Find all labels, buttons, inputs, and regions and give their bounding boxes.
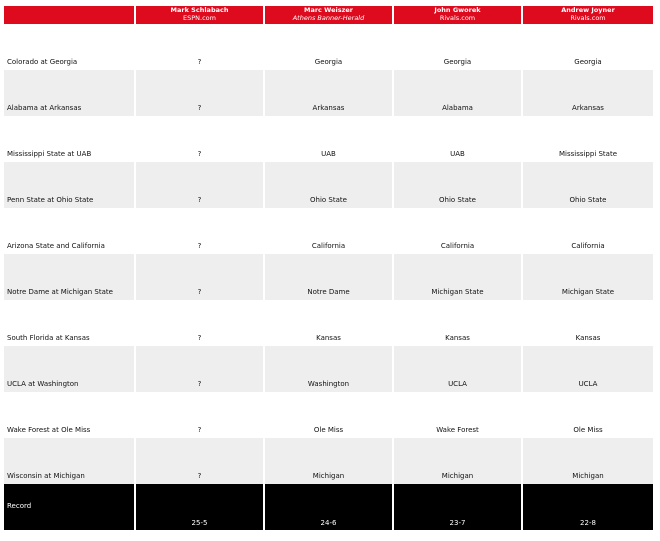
- matchup-label: Alabama at Arkansas: [7, 104, 82, 112]
- pick-cell: [136, 346, 265, 392]
- record-cell: [394, 484, 523, 530]
- record-cell: [136, 484, 265, 530]
- matchup-cell: [4, 254, 136, 300]
- pick-value: Ole Miss: [573, 426, 603, 434]
- pick-cell: [394, 438, 523, 484]
- matchup-cell: [4, 300, 136, 346]
- table-row: [4, 346, 653, 392]
- pick-value: UAB: [321, 150, 336, 158]
- table-row: [4, 162, 653, 208]
- pick-cell: [394, 300, 523, 346]
- picks-table: [4, 6, 653, 530]
- picker-org: Rivals.com: [439, 13, 476, 22]
- pick-value: Alabama: [442, 104, 473, 112]
- pick-cell: [394, 70, 523, 116]
- matchup-cell: [4, 438, 136, 484]
- pick-value: Washington: [307, 380, 350, 388]
- matchup-label: Colorado at Georgia: [7, 58, 78, 66]
- pick-value: UAB: [450, 150, 465, 158]
- table-row: [4, 392, 653, 438]
- matchup-cell: [4, 162, 136, 208]
- pick-cell: [265, 438, 394, 484]
- pick-cell: [136, 24, 265, 70]
- pick-cell: [265, 24, 394, 70]
- pick-cell: [265, 116, 394, 162]
- pick-value: ?: [197, 288, 202, 296]
- pick-cell: [523, 116, 653, 162]
- matchup-label: Wake Forest at Ole Miss: [7, 426, 91, 434]
- pick-value: Michigan State: [431, 288, 484, 296]
- pick-value: Georgia: [314, 58, 343, 66]
- record-cell: [265, 484, 394, 530]
- matchup-cell: [4, 116, 136, 162]
- header-blank-cell: [4, 6, 136, 24]
- pick-value: ?: [197, 334, 202, 342]
- pick-cell: [523, 300, 653, 346]
- pick-value: Michigan: [441, 472, 474, 480]
- record-cell: [523, 484, 653, 530]
- pick-cell: [523, 208, 653, 254]
- pick-cell: [136, 254, 265, 300]
- pick-value: ?: [197, 380, 202, 388]
- pick-value: California: [440, 242, 475, 250]
- pick-value: UCLA: [578, 380, 598, 388]
- matchup-cell: [4, 392, 136, 438]
- header-picker-2: [265, 6, 394, 24]
- header-picker-4: [523, 6, 653, 24]
- record-label-cell: [4, 484, 136, 530]
- pick-cell: [265, 70, 394, 116]
- pick-value: Arkansas: [572, 104, 604, 112]
- pick-cell: [136, 208, 265, 254]
- table-row: [4, 70, 653, 116]
- pick-value: ?: [197, 472, 202, 480]
- pick-cell: [394, 254, 523, 300]
- header-row: [4, 6, 653, 24]
- matchup-label: UCLA at Washington: [7, 380, 79, 388]
- matchup-cell: [4, 70, 136, 116]
- pick-cell: [394, 392, 523, 438]
- pick-value: Wake Forest: [436, 426, 479, 434]
- pick-cell: [523, 24, 653, 70]
- pick-value: Georgia: [443, 58, 472, 66]
- pick-value: ?: [197, 150, 202, 158]
- pick-value: Kansas: [316, 334, 341, 342]
- pick-value: ?: [197, 242, 202, 250]
- pick-cell: [136, 70, 265, 116]
- pick-cell: [394, 116, 523, 162]
- pick-cell: [394, 162, 523, 208]
- pick-cell: [523, 438, 653, 484]
- pick-value: Kansas: [575, 334, 601, 342]
- pick-cell: [394, 208, 523, 254]
- pick-value: Georgia: [574, 58, 602, 66]
- pick-cell: [265, 254, 394, 300]
- picker-name: John Gworek: [434, 6, 481, 14]
- pick-cell: [394, 346, 523, 392]
- game-rows: [4, 24, 653, 484]
- pick-cell: [265, 346, 394, 392]
- matchup-label: Notre Dame at Michigan State: [7, 288, 113, 296]
- header-picker-1: [136, 6, 265, 24]
- table-row: [4, 438, 653, 484]
- matchup-label: Arizona State and California: [7, 242, 105, 250]
- picker-name: Mark Schlabach: [170, 6, 229, 14]
- pick-value: ?: [197, 196, 202, 204]
- pick-cell: [523, 346, 653, 392]
- pick-cell: [136, 300, 265, 346]
- picker-org: ESPN.com: [183, 13, 216, 22]
- pick-value: Ole Miss: [313, 426, 344, 434]
- pick-value: ?: [197, 426, 202, 434]
- matchup-cell: [4, 346, 136, 392]
- pick-value: Michigan: [312, 472, 345, 480]
- record-value: 22-8: [580, 519, 596, 527]
- pick-cell: [394, 24, 523, 70]
- matchup-label: Mississippi State at UAB: [7, 150, 92, 158]
- matchup-label: South Florida at Kansas: [7, 334, 90, 342]
- picker-org: Athens Banner-Herald: [292, 13, 365, 22]
- pick-value: Michigan State: [561, 288, 615, 296]
- pick-value: Michigan: [572, 472, 604, 480]
- pick-cell: [265, 208, 394, 254]
- picker-name: Marc Weiszer: [303, 6, 354, 14]
- pick-value: UCLA: [448, 380, 467, 388]
- pick-value: Mississippi State: [558, 150, 618, 158]
- record-value: 24-6: [320, 519, 337, 527]
- matchup-label: Wisconsin at Michigan: [7, 472, 85, 480]
- pick-cell: [265, 162, 394, 208]
- picker-org: Rivals.com: [570, 13, 606, 22]
- table-row: [4, 116, 653, 162]
- pick-value: Kansas: [445, 334, 470, 342]
- pick-cell: [523, 254, 653, 300]
- pick-cell: [265, 300, 394, 346]
- pick-value: ?: [197, 104, 202, 112]
- table-row: [4, 24, 653, 70]
- record-value: 23-7: [449, 519, 466, 527]
- record-row: [4, 484, 653, 530]
- table-row: [4, 208, 653, 254]
- pick-value: Ohio State: [569, 196, 607, 204]
- record-value: 25-5: [191, 519, 208, 527]
- pick-value: California: [571, 242, 605, 250]
- pick-cell: [136, 392, 265, 438]
- table-row: [4, 254, 653, 300]
- record-label: Record: [7, 502, 32, 510]
- matchup-cell: [4, 208, 136, 254]
- pick-cell: [265, 392, 394, 438]
- picker-name: Andrew Joyner: [561, 6, 615, 14]
- pick-value: Ohio State: [439, 196, 476, 204]
- pick-cell: [523, 392, 653, 438]
- pick-value: Arkansas: [312, 104, 345, 112]
- matchup-cell: [4, 24, 136, 70]
- pick-value: California: [311, 242, 346, 250]
- matchup-label: Penn State at Ohio State: [7, 196, 94, 204]
- pick-cell: [136, 116, 265, 162]
- pick-cell: [136, 162, 265, 208]
- pick-cell: [523, 70, 653, 116]
- pick-value: ?: [197, 58, 202, 66]
- pick-value: Ohio State: [310, 196, 347, 204]
- pick-value: Notre Dame: [307, 288, 350, 296]
- table-row: [4, 300, 653, 346]
- header-picker-3: [394, 6, 523, 24]
- pick-cell: [523, 162, 653, 208]
- pick-cell: [136, 438, 265, 484]
